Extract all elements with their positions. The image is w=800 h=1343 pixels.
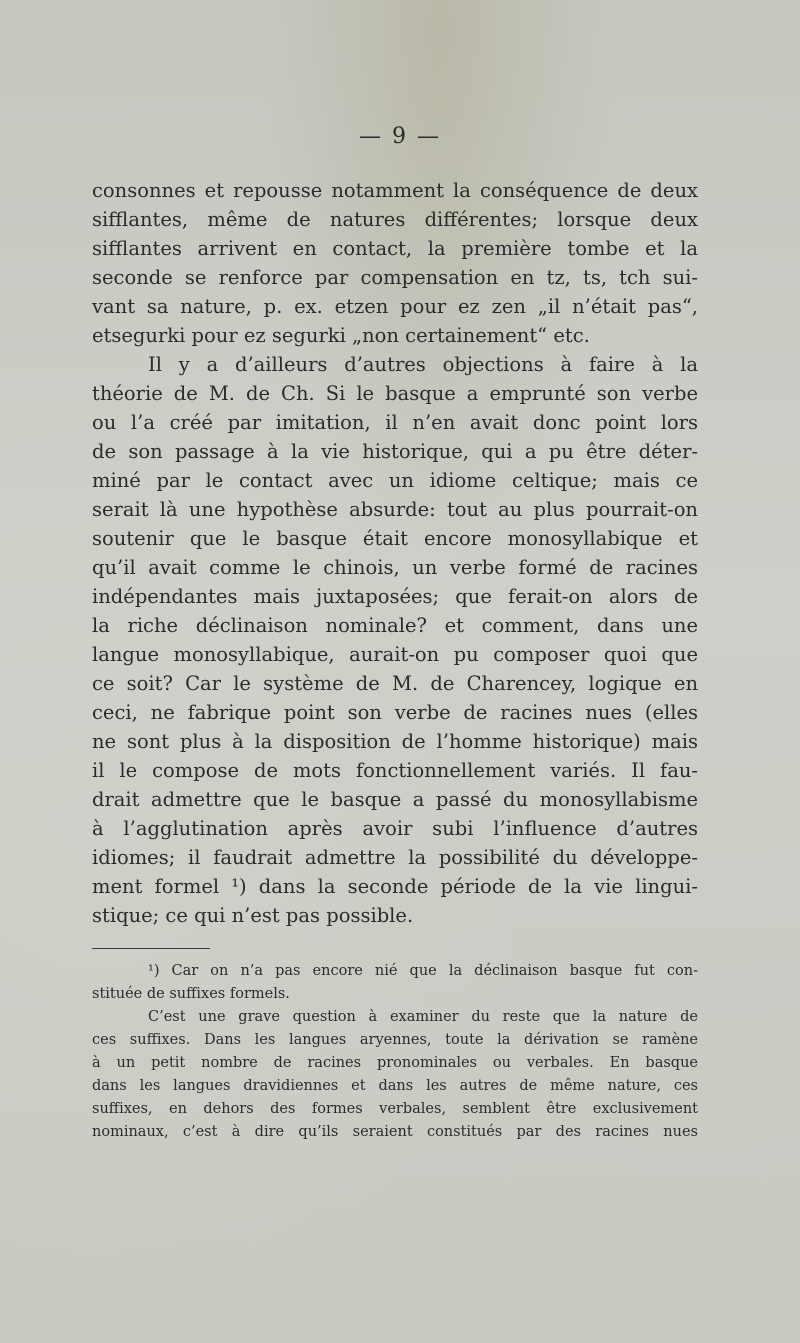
text-line: ne sont plus à la disposition de l’homme historique) mais xyxy=(92,730,698,753)
text-line: sifflantes, même de natures différentes; lorsque deux xyxy=(92,208,698,231)
text-line: il le compose de mots fonctionnellement variés. Il fau- xyxy=(92,759,698,782)
text-line: idiomes; il faudrait admettre la possibilité du développe- xyxy=(92,846,698,869)
text-line: ce soit? Car le système de M. de Charencey, logique en xyxy=(92,672,698,695)
text-line: etsegurki pour ez segurki „non certainement“ etc. xyxy=(92,324,590,347)
footnote-line: ¹) Car on n’a pas encore nié que la déclinaison basque fut con- xyxy=(148,963,698,979)
text-line: ceci, ne fabrique point son verbe de racines nues (elles xyxy=(92,701,698,724)
text-line: ou l’a créé par imitation, il n’en avait donc point lors xyxy=(92,411,698,434)
text-line: drait admettre que le basque a passé du monosyllabisme xyxy=(92,788,698,811)
text-line: la riche déclinaison nominale? et comment, dans une xyxy=(92,614,698,637)
text-line: seconde se renforce par compensation en tz, ts, tch sui- xyxy=(92,266,698,289)
text-line: qu’il avait comme le chinois, un verbe formé de racines xyxy=(92,556,698,579)
text-line: langue monosyllabique, aurait-on pu composer quoi que xyxy=(92,643,698,666)
text-line: indépendantes mais juxtaposées; que ferait-on alors de xyxy=(92,585,698,608)
footnote-line: nominaux, c’est à dire qu’ils seraient constitués par des racines nues xyxy=(92,1124,698,1140)
footnote-separator xyxy=(92,948,210,949)
footnotes xyxy=(92,960,698,1144)
text-line: serait là une hypothèse absurde: tout au plus pourrait-on xyxy=(92,498,698,521)
footnote-line: stituée de suffixes formels. xyxy=(92,986,290,1002)
text-line: miné par le contact avec un idiome celtique; mais ce xyxy=(92,469,698,492)
footnote-line: suffixes, en dehors des formes verbales, semblent être exclusivement xyxy=(92,1101,698,1117)
text-line: sifflantes arrivent en contact, la première tombe et la xyxy=(92,237,698,260)
body-text xyxy=(92,176,698,930)
text-line: soutenir que le basque était encore monosyllabique et xyxy=(92,527,698,550)
text-line: à l’agglutination après avoir subi l’influence d’autres xyxy=(92,817,698,840)
footnote-line: à un petit nombre de racines pronominales ou verbales. En basque xyxy=(92,1055,698,1071)
text-line: théorie de M. de Ch. Si le basque a emprunté son verbe xyxy=(92,382,698,405)
text-line: stique; ce qui n’est pas possible. xyxy=(92,904,414,927)
text-line: vant sa nature, p. ex. etzen pour ez zen „il n’était pas“, xyxy=(92,295,698,318)
page-number: — 9 — xyxy=(359,124,441,149)
footnote-line: ces suffixes. Dans les langues aryennes, toute la dérivation se ramène xyxy=(92,1032,698,1048)
text-line: Il y a d’ailleurs d’autres objections à faire à la xyxy=(148,353,698,376)
text-line: de son passage à la vie historique, qui a pu être déter- xyxy=(92,440,698,463)
text-line: ment formel ¹) dans la seconde période de la vie lingui- xyxy=(92,875,698,898)
footnote-line: C’est une grave question à examiner du reste que la nature de xyxy=(148,1009,698,1025)
text-line: consonnes et repousse notamment la conséquence de deux xyxy=(92,179,698,202)
footnote-line: dans les langues dravidiennes et dans les autres de même nature, ces xyxy=(92,1078,698,1094)
